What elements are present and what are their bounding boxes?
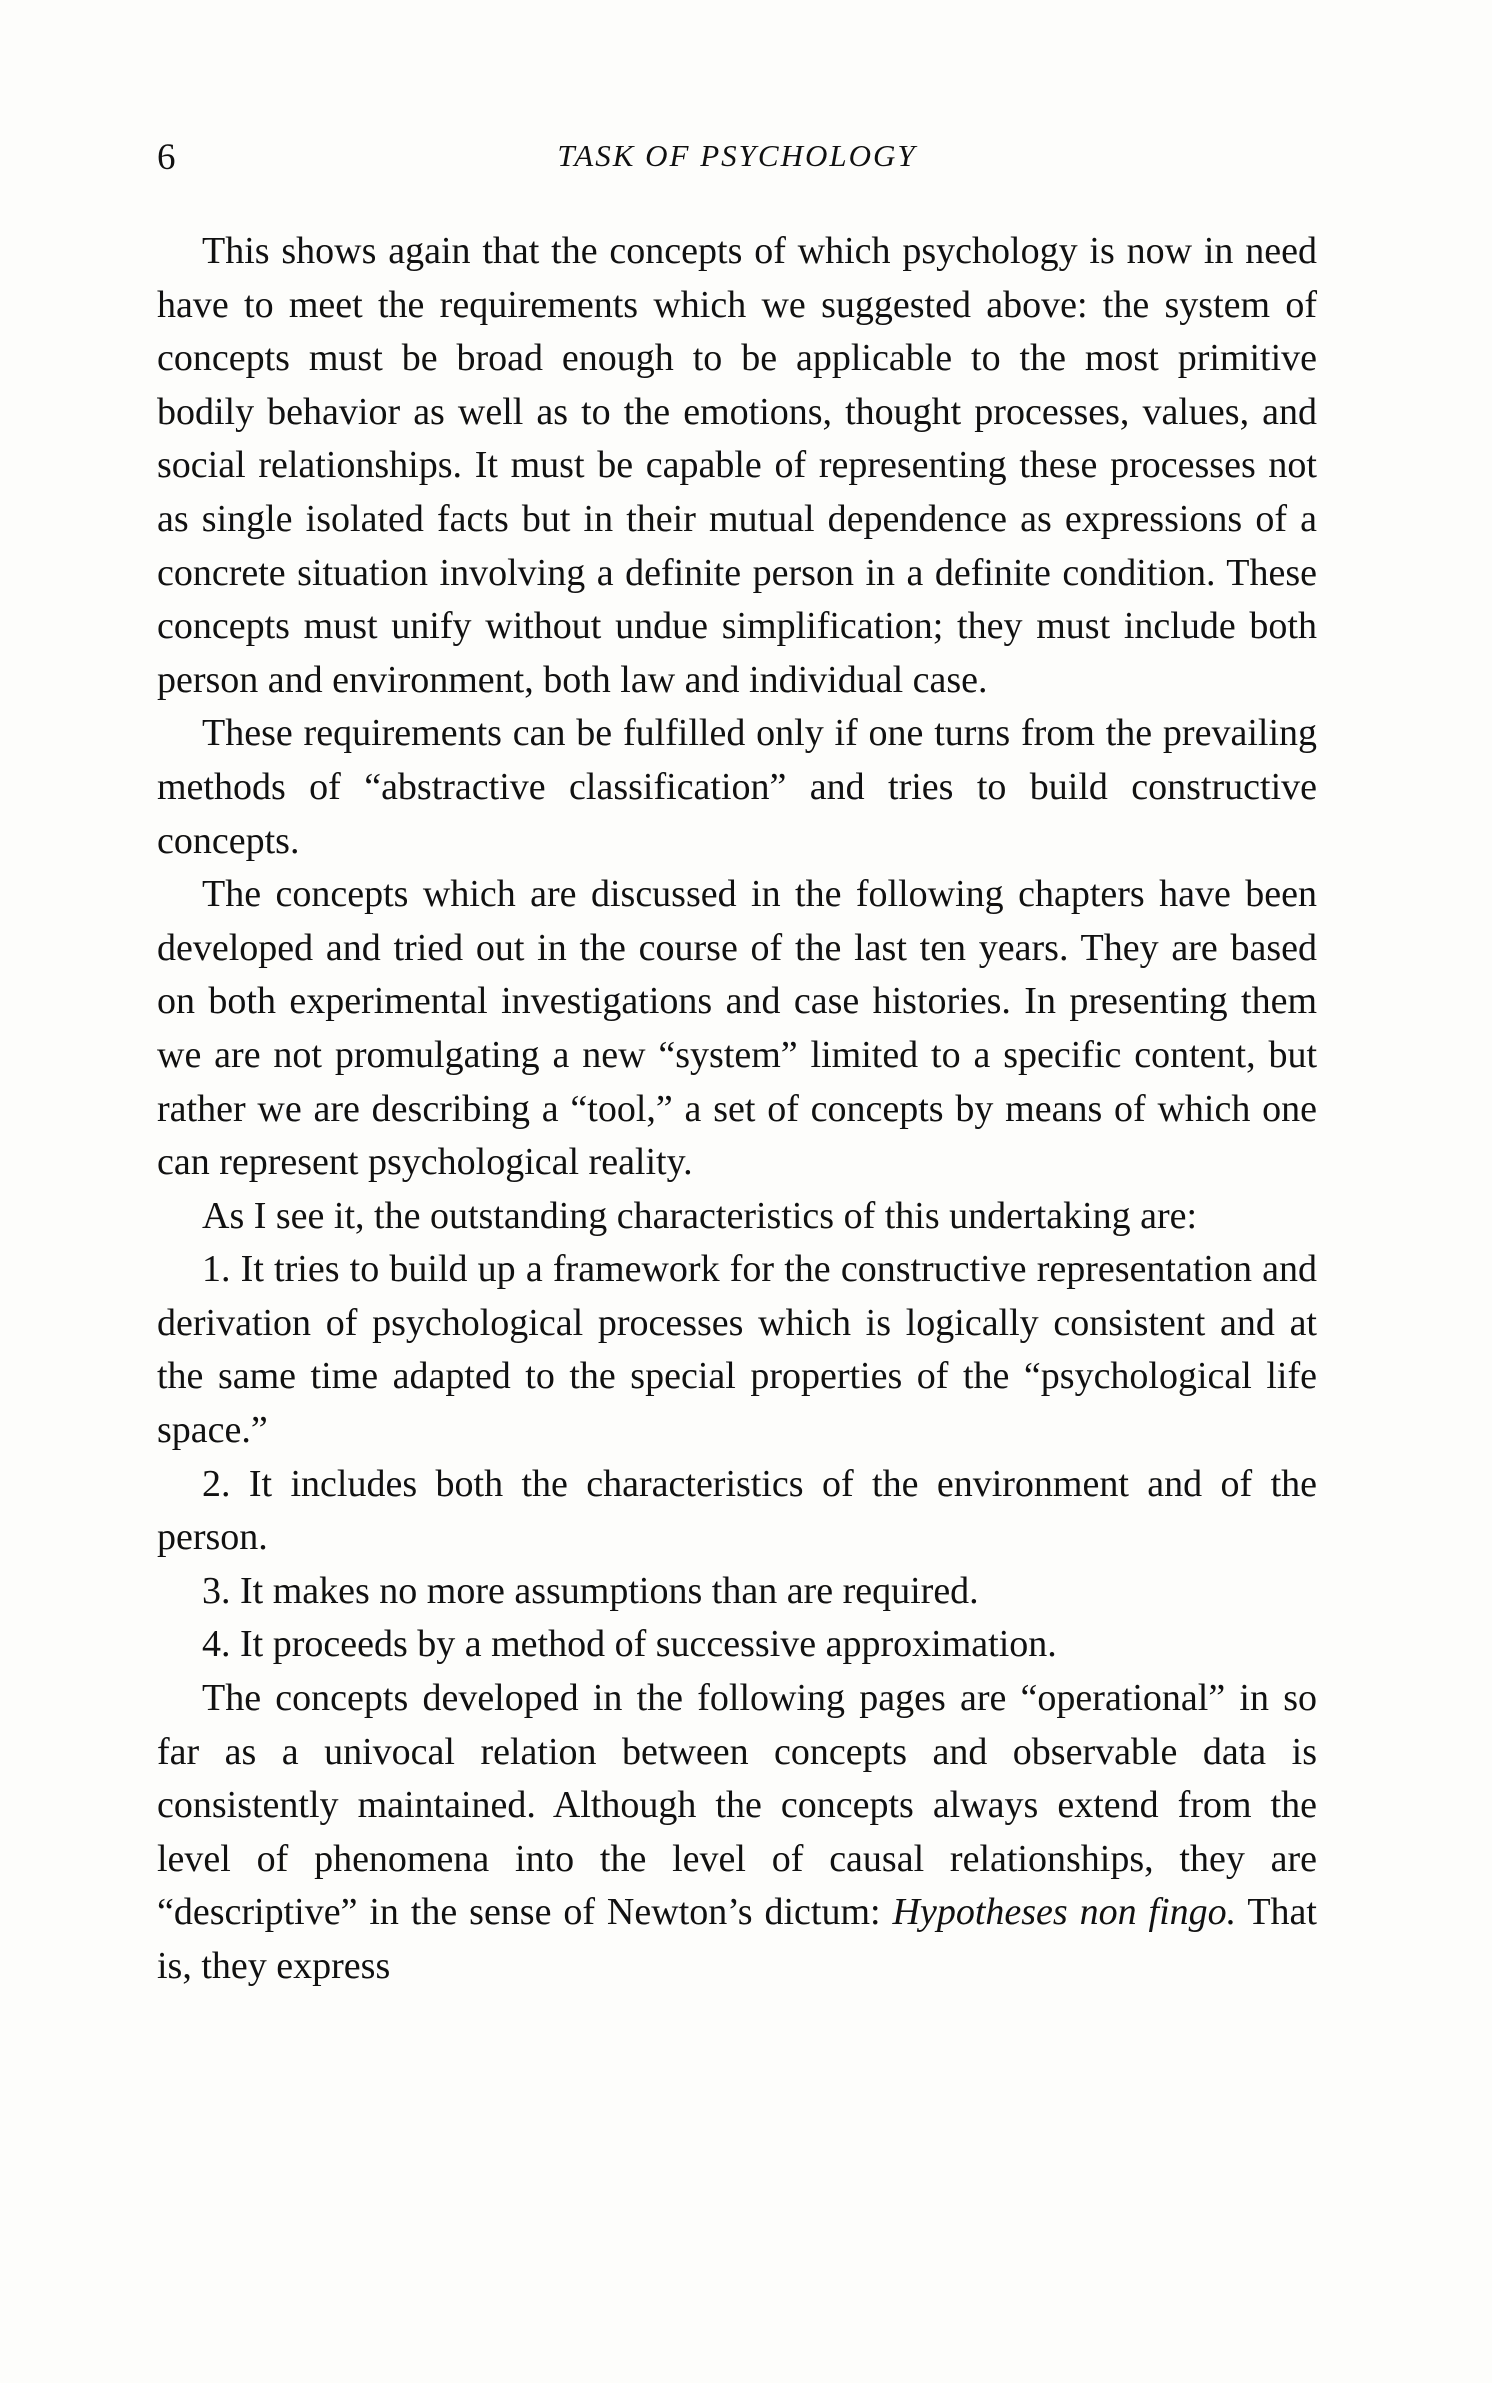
paragraph-operational [157,1672,1317,1994]
paragraph-constructive-concepts: These requirements can be fulfilled only if one turns from the prevailing methods of “abstractive classification” and tries to build constructive concepts. [157,712,1317,862]
list-item-1: 1. It tries to build up a framework for the constructive representation and derivation of psychological processes which is logically consistent and at the same time adapted to the special properties of the “psychological life space.” [157,1248,1317,1452]
list-item-2: 2. It includes both the characteristics of the environment and of the person. [157,1462,1317,1559]
list-item-3: 3. It makes no more assumptions than are required. [202,1569,979,1612]
paragraph-tool: The concepts which are discussed in the following chapters have been developed and tried out in the course of the last ten years. They are based on both experimental investigations and case histories. In presenting them we are not promulgating a new “system” limited to a specific content, but rather we are describing a “tool,” a set of concepts by means of which one can represent psychological reality. [157,873,1317,1184]
body-text [157,225,1317,1994]
operational-text-after: That is, they express [157,1891,1317,1987]
operational-text-before: The concepts developed in the following pages are “operational” in so far as a univocal relation between concepts and observable data is consistently maintained. Although the concepts always extend from the level of phenomena into the level of causal relationships, they are “descriptive” in the sense of Newton’s dictum: [157,1677,1317,1934]
paragraph-concepts-requirements: This shows again that the concepts of which psychology is now in need have to meet the requirements which we suggested above: the system of concepts must be broad enough to be applicable to the most primitive bodily behavior as well as to the emotions, thought processes, values, and social relationships. It must be capable of representing these processes not as single isolated facts but in their mutual dependence as expressions of a concrete situation involving a definite person in a definite condition. These concepts must unify without undue simplification; they must include both person and environment, both law and individual case. [157,230,1317,701]
page-header [157,136,1317,182]
running-head: TASK OF PSYCHOLOGY [557,138,917,173]
paragraph-characteristics-intro: As I see it, the outstanding characteristics of this undertaking are: [202,1194,1198,1237]
list-item-4: 4. It proceeds by a method of successive approximation. [202,1623,1057,1666]
latin-dictum: Hypotheses non fingo. [892,1891,1237,1934]
page-number: 6 [157,137,176,178]
